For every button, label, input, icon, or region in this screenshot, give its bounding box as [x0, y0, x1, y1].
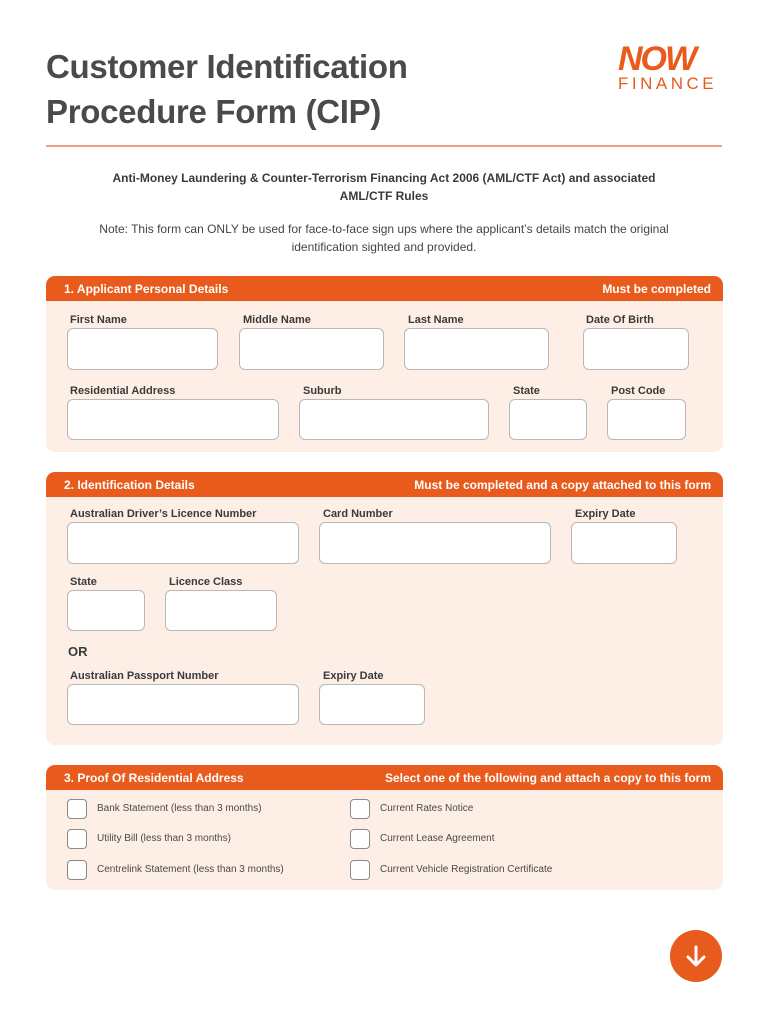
last-name-label: Last Name [408, 314, 464, 326]
bank-statement-checkbox[interactable] [67, 799, 87, 819]
dob-label: Date Of Birth [586, 314, 654, 326]
suburb-field[interactable] [299, 399, 489, 440]
usage-note [46, 220, 722, 256]
title-line-1: Customer Identification [46, 48, 408, 85]
logo-wordmark: NOW [618, 40, 696, 78]
state-label: State [513, 385, 540, 397]
licence-class-field[interactable] [165, 590, 277, 631]
section-proof-of-address [46, 765, 723, 890]
lease-agreement-checkbox[interactable] [350, 829, 370, 849]
middle-name-field[interactable] [239, 328, 384, 370]
note-line-2: identification sighted and provided. [291, 240, 477, 254]
note-line-1: Note: This form can ONLY be used for face-to-face sign ups where the applicant’s details match the original [99, 222, 669, 236]
section-2-title: 2. Identification Details [64, 477, 195, 492]
vehicle-registration-label: Current Vehicle Registration Certificate [380, 864, 553, 875]
licence-class-label: Licence Class [169, 576, 243, 588]
rates-notice-checkbox[interactable] [350, 799, 370, 819]
licence-number-field[interactable] [67, 522, 299, 564]
section-identification-details [46, 472, 723, 745]
header-divider [46, 145, 722, 147]
licence-expiry-field[interactable] [571, 522, 677, 564]
first-name-label: First Name [70, 314, 127, 326]
postcode-field[interactable] [607, 399, 686, 440]
suburb-label: Suburb [303, 385, 342, 397]
act-reference [46, 169, 722, 205]
rates-notice-label: Current Rates Notice [380, 803, 474, 814]
section-applicant-details [46, 276, 723, 452]
middle-name-label: Middle Name [243, 314, 311, 326]
last-name-field[interactable] [404, 328, 549, 370]
passport-expiry-field[interactable] [319, 684, 425, 725]
centrelink-statement-label: Centrelink Statement (less than 3 months) [97, 864, 284, 875]
or-separator: OR [68, 644, 88, 659]
section-1-requirement: Must be completed [602, 281, 711, 296]
address-label: Residential Address [70, 385, 176, 397]
arrow-down-icon [683, 943, 709, 969]
section-2-requirement: Must be completed and a copy attached to this form [414, 477, 711, 492]
page-title [46, 44, 408, 134]
passport-number-label: Australian Passport Number [70, 670, 219, 682]
title-line-2: Procedure Form (CIP) [46, 93, 382, 130]
now-finance-logo [612, 42, 724, 96]
vehicle-registration-checkbox[interactable] [350, 860, 370, 880]
bank-statement-label: Bank Statement (less than 3 months) [97, 803, 262, 814]
utility-bill-label: Utility Bill (less than 3 months) [97, 833, 231, 844]
section-3-title: 3. Proof Of Residential Address [64, 770, 244, 785]
licence-state-label: State [70, 576, 97, 588]
licence-expiry-label: Expiry Date [575, 508, 636, 520]
section-1-title: 1. Applicant Personal Details [64, 281, 229, 296]
card-number-field[interactable] [319, 522, 551, 564]
address-field[interactable] [67, 399, 279, 440]
postcode-label: Post Code [611, 385, 666, 397]
dob-field[interactable] [583, 328, 689, 370]
section-3-requirement: Select one of the following and attach a copy to this form [384, 770, 711, 785]
passport-expiry-label: Expiry Date [323, 670, 384, 682]
section-1-header [46, 276, 723, 301]
licence-number-label: Australian Driver’s Licence Number [70, 508, 257, 520]
first-name-field[interactable] [67, 328, 218, 370]
scroll-down-button[interactable] [670, 930, 722, 982]
card-number-label: Card Number [323, 508, 393, 520]
licence-state-field[interactable] [67, 590, 145, 631]
utility-bill-checkbox[interactable] [67, 829, 87, 849]
state-field[interactable] [509, 399, 587, 440]
logo-subtext: FINANCE [618, 74, 718, 93]
passport-number-field[interactable] [67, 684, 299, 725]
act-line-2: AML/CTF Rules [339, 189, 429, 203]
section-3-header [46, 765, 723, 790]
act-line-1: Anti-Money Laundering & Counter-Terrorism Financing Act 2006 (AML/CTF Act) and associated [112, 171, 656, 185]
centrelink-statement-checkbox[interactable] [67, 860, 87, 880]
section-2-header [46, 472, 723, 497]
lease-agreement-label: Current Lease Agreement [380, 833, 495, 844]
